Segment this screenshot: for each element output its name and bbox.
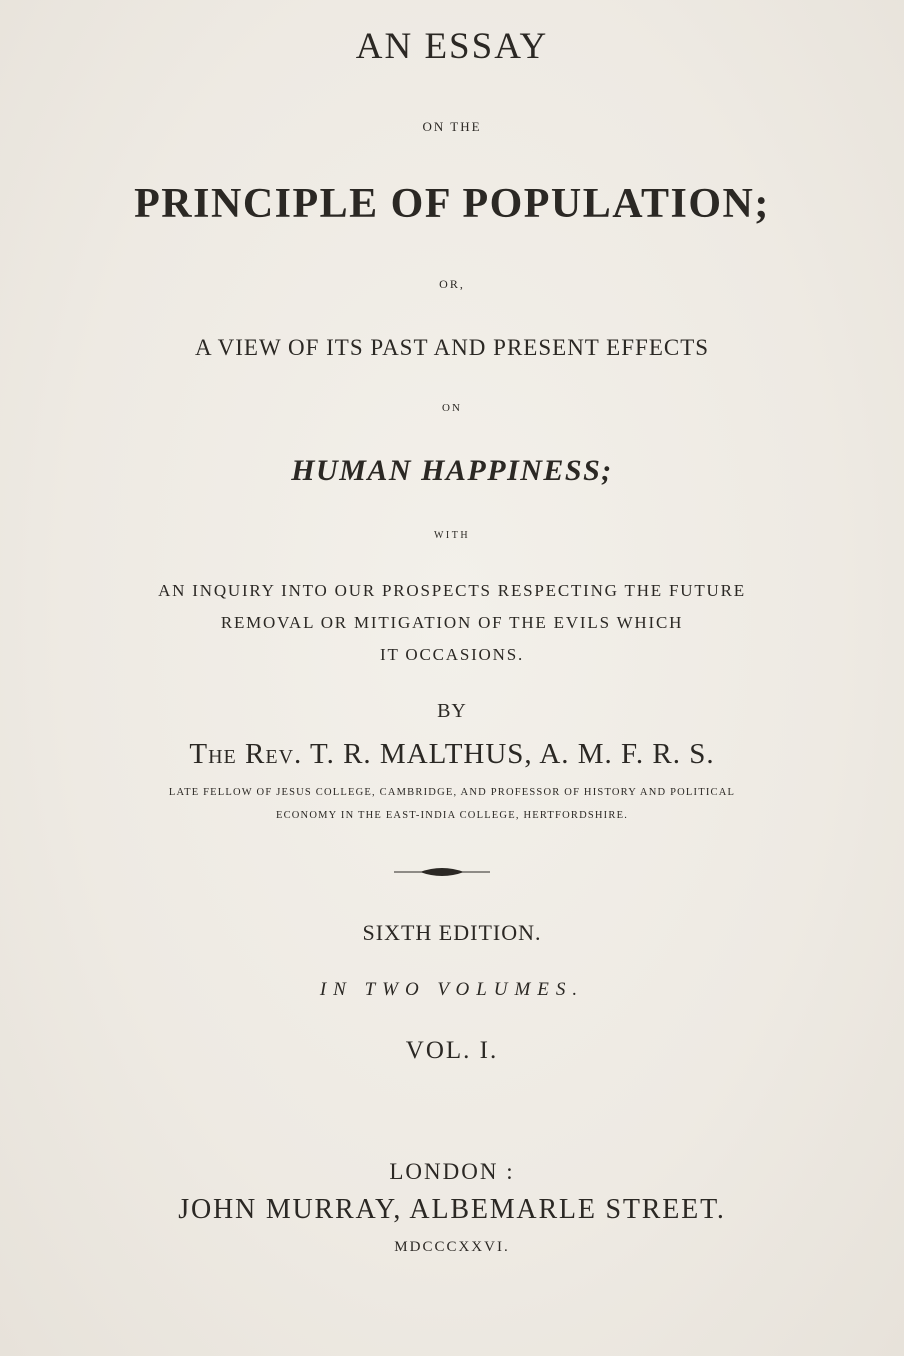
title-line-principle-of-population: PRINCIPLE OF POPULATION; xyxy=(134,181,770,227)
subtitle-human-happiness: HUMAN HAPPINESS; xyxy=(291,454,613,487)
inquiry-line: AN INQUIRY INTO OUR PROSPECTS RESPECTING THE FUTURE xyxy=(158,581,746,600)
imprint-place: LONDON : xyxy=(389,1159,515,1184)
ornament-rule-icon xyxy=(392,862,492,882)
author-prefix-the: The xyxy=(189,738,237,770)
affiliation-line: LATE FELLOW OF JESUS COLLEGE, CAMBRIDGE, AND PROFESSOR OF HISTORY AND POLITICAL xyxy=(168,787,736,798)
inquiry-line: IT OCCASIONS. xyxy=(380,645,524,664)
edition: SIXTH EDITION. xyxy=(362,920,542,945)
author-prefix-rev: Rev. xyxy=(245,738,303,770)
connector-or: OR, xyxy=(439,277,465,291)
by-line: BY xyxy=(437,700,467,722)
author-name: T. R. MALTHUS, A. M. F. R. S. xyxy=(310,738,715,770)
imprint-year: MDCCCXXVI. xyxy=(394,1239,510,1255)
inquiry-line: REMOVAL OR MITIGATION OF THE EVILS WHICH xyxy=(220,613,684,632)
author-line xyxy=(0,740,904,769)
connector-with: WITH xyxy=(433,530,471,541)
volumes-note: IN TWO VOLUMES. xyxy=(319,979,585,1000)
volume-number: VOL. I. xyxy=(405,1037,499,1064)
subtitle-view-of-effects: A VIEW OF ITS PAST AND PRESENT EFFECTS xyxy=(194,335,710,360)
imprint-publisher: JOHN MURRAY, ALBEMARLE STREET. xyxy=(178,1194,726,1225)
connector-on: ON xyxy=(442,402,462,414)
affiliation-line: ECONOMY IN THE EAST-INDIA COLLEGE, HERTFORDSHIRE. xyxy=(275,810,629,821)
title-line-an-essay: AN ESSAY xyxy=(355,26,549,67)
connector-on-the: ON THE xyxy=(422,119,482,134)
